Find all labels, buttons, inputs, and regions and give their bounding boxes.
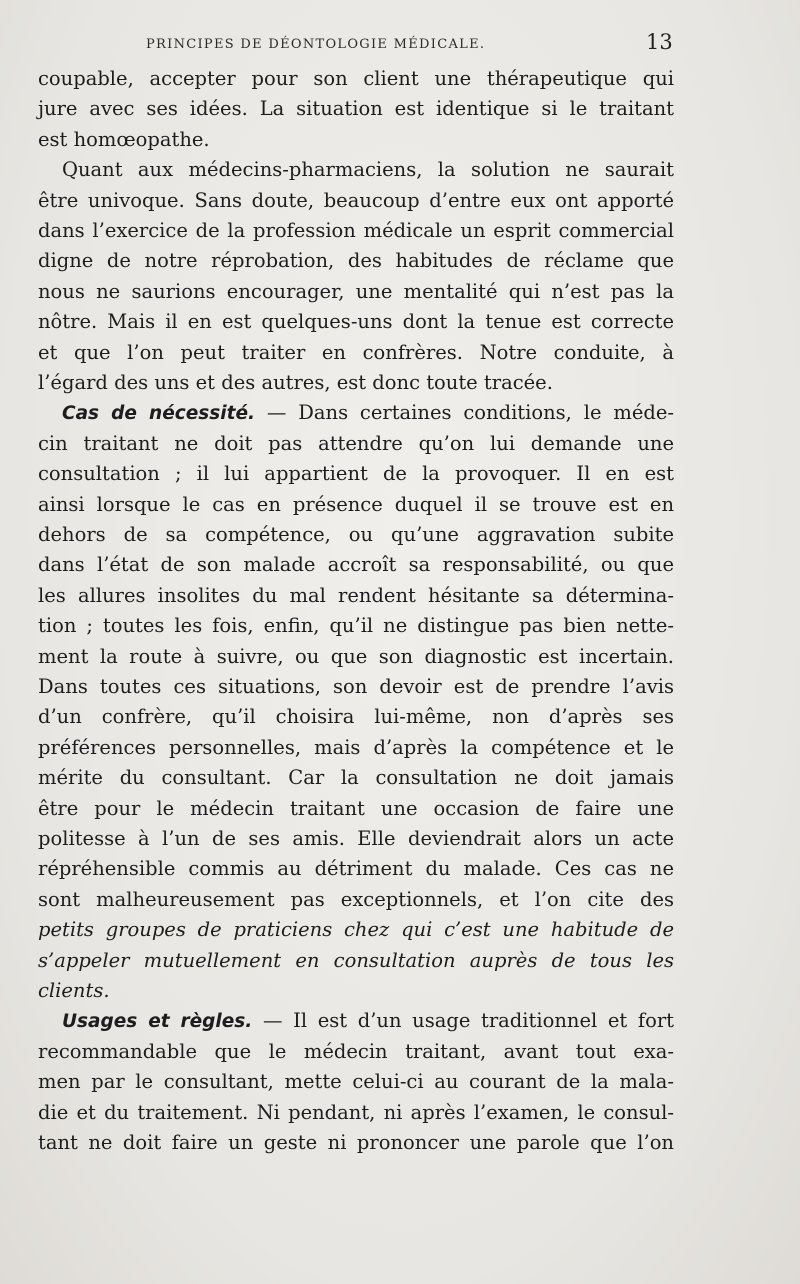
page-number: 13	[646, 30, 673, 54]
text-segment: petits groupes de praticiens chez qui c’est une habitude de	[38, 918, 674, 942]
text-segment: ment la route à suivre, ou que son diagnostic est incertain.	[38, 644, 674, 668]
page-header	[0, 26, 800, 62]
text-segment: cin traitant ne doit pas attendre qu’on lui demande une	[38, 431, 674, 455]
text-line	[38, 946, 674, 976]
text-line	[38, 702, 674, 732]
text-line	[38, 794, 674, 824]
text-line	[38, 216, 674, 246]
text-segment: dehors de sa compétence, ou qu’une aggravation subite	[38, 523, 674, 546]
text-line	[38, 338, 674, 368]
text-segment: Dans toutes ces situations, son devoir est de prendre l’avis	[38, 675, 674, 698]
text-line	[38, 763, 674, 793]
text-line	[38, 854, 674, 884]
text-line	[38, 642, 674, 672]
text-line	[38, 94, 674, 124]
text-line	[38, 885, 674, 915]
text-segment: être univoque. Sans doute, beaucoup d’entre eux ont apporté	[38, 188, 674, 212]
text-segment: ainsi lorsque le cas en présence duquel il se trouve est en	[38, 492, 674, 516]
section-heading: Usages et règles.	[62, 1011, 253, 1033]
text-line	[38, 1067, 674, 1097]
text-line	[38, 1128, 674, 1158]
text-segment: men par le consultant, mette celui-ci au courant de la mala-	[38, 1070, 674, 1094]
text-segment: sont malheureusement pas exceptionnels, et l’on cite des	[38, 887, 674, 911]
text-segment: — Il est d’un usage traditionnel et fort	[252, 1009, 675, 1033]
text-segment: recommandable que le médecin traitant, avant tout exa-	[38, 1039, 674, 1063]
text-segment: nôtre. Mais il en est quelques-uns dont la tenue est correcte	[38, 310, 674, 334]
text-line	[38, 976, 674, 1006]
text-line	[62, 1006, 674, 1036]
text-line	[38, 550, 674, 580]
text-line	[38, 368, 674, 398]
text-line	[38, 490, 674, 520]
text-segment: jure avec ses idées. La situation est identique si le traitant	[38, 97, 674, 121]
text-line	[38, 1098, 674, 1128]
text-line	[38, 429, 674, 459]
text-line	[38, 733, 674, 763]
text-segment: Quant aux médecins-pharmaciens, la solution ne saurait	[62, 158, 674, 182]
text-line	[38, 611, 674, 641]
text-line	[38, 307, 674, 337]
text-line	[38, 246, 674, 276]
text-line	[38, 672, 674, 702]
text-segment: clients.	[38, 979, 110, 1002]
text-line	[38, 459, 674, 489]
text-line	[38, 915, 674, 945]
text-line	[38, 520, 674, 550]
text-segment: et que l’on peut traiter en confrères. Notre conduite, à	[38, 340, 674, 364]
text-segment: — Dans certaines conditions, le méde-	[255, 401, 674, 425]
text-segment: s’appeler mutuellement en consultation auprès de tous les	[38, 948, 674, 972]
text-segment: les allures insolites du mal rendent hésitante sa détermina-	[38, 583, 674, 607]
text-segment: d’un confrère, qu’il choisira lui-même, non d’après ses	[38, 705, 674, 729]
text-segment: digne de notre réprobation, des habitudes de réclame que	[38, 249, 674, 273]
text-segment: dans l’état de son malade accroît sa responsabilité, ou que	[38, 553, 674, 577]
text-segment: consultation ; il lui appartient de la provoquer. Il en est	[38, 462, 674, 486]
text-line	[38, 64, 674, 94]
text-segment: nous ne saurions encourager, une mentalité qui n’est pas la	[38, 279, 674, 303]
text-segment: répréhensible commis au détriment du malade. Ces cas ne	[38, 857, 674, 881]
text-segment: politesse à l’un de ses amis. Elle deviendrait alors un acte	[38, 827, 674, 850]
text-segment: mérite du consultant. Car la consultation ne doit jamais	[38, 766, 674, 790]
running-head: PRINCIPES DE DÉONTOLOGIE MÉDICALE.	[146, 37, 486, 52]
text-line	[62, 155, 674, 185]
text-segment: l’égard des uns et des autres, est donc toute tracée.	[38, 371, 553, 394]
text-segment: préférences personnelles, mais d’après la compétence et le	[38, 735, 674, 759]
text-segment: être pour le médecin traitant une occasion de faire une	[38, 796, 674, 820]
text-segment: est homœopathe.	[38, 127, 210, 151]
text-segment: die et du traitement. Ni pendant, ni après l’examen, le consul-	[38, 1100, 674, 1124]
text-segment: coupable, accepter pour son client une thérapeutique qui	[38, 67, 674, 90]
text-line	[38, 581, 674, 611]
text-segment: tion ; toutes les fois, enfin, qu’il ne distingue pas bien nette-	[38, 614, 674, 638]
text-line	[38, 824, 674, 854]
text-line	[62, 398, 674, 428]
text-line	[38, 277, 674, 307]
section-heading: Cas de nécessité.	[62, 403, 256, 425]
text-line	[38, 186, 674, 216]
text-segment: tant ne doit faire un geste ni prononcer une parole que l’on	[38, 1131, 674, 1154]
text-line	[38, 1037, 674, 1067]
text-line	[38, 125, 674, 155]
text-segment: dans l’exercice de la profession médicale un esprit commercial	[38, 219, 674, 242]
